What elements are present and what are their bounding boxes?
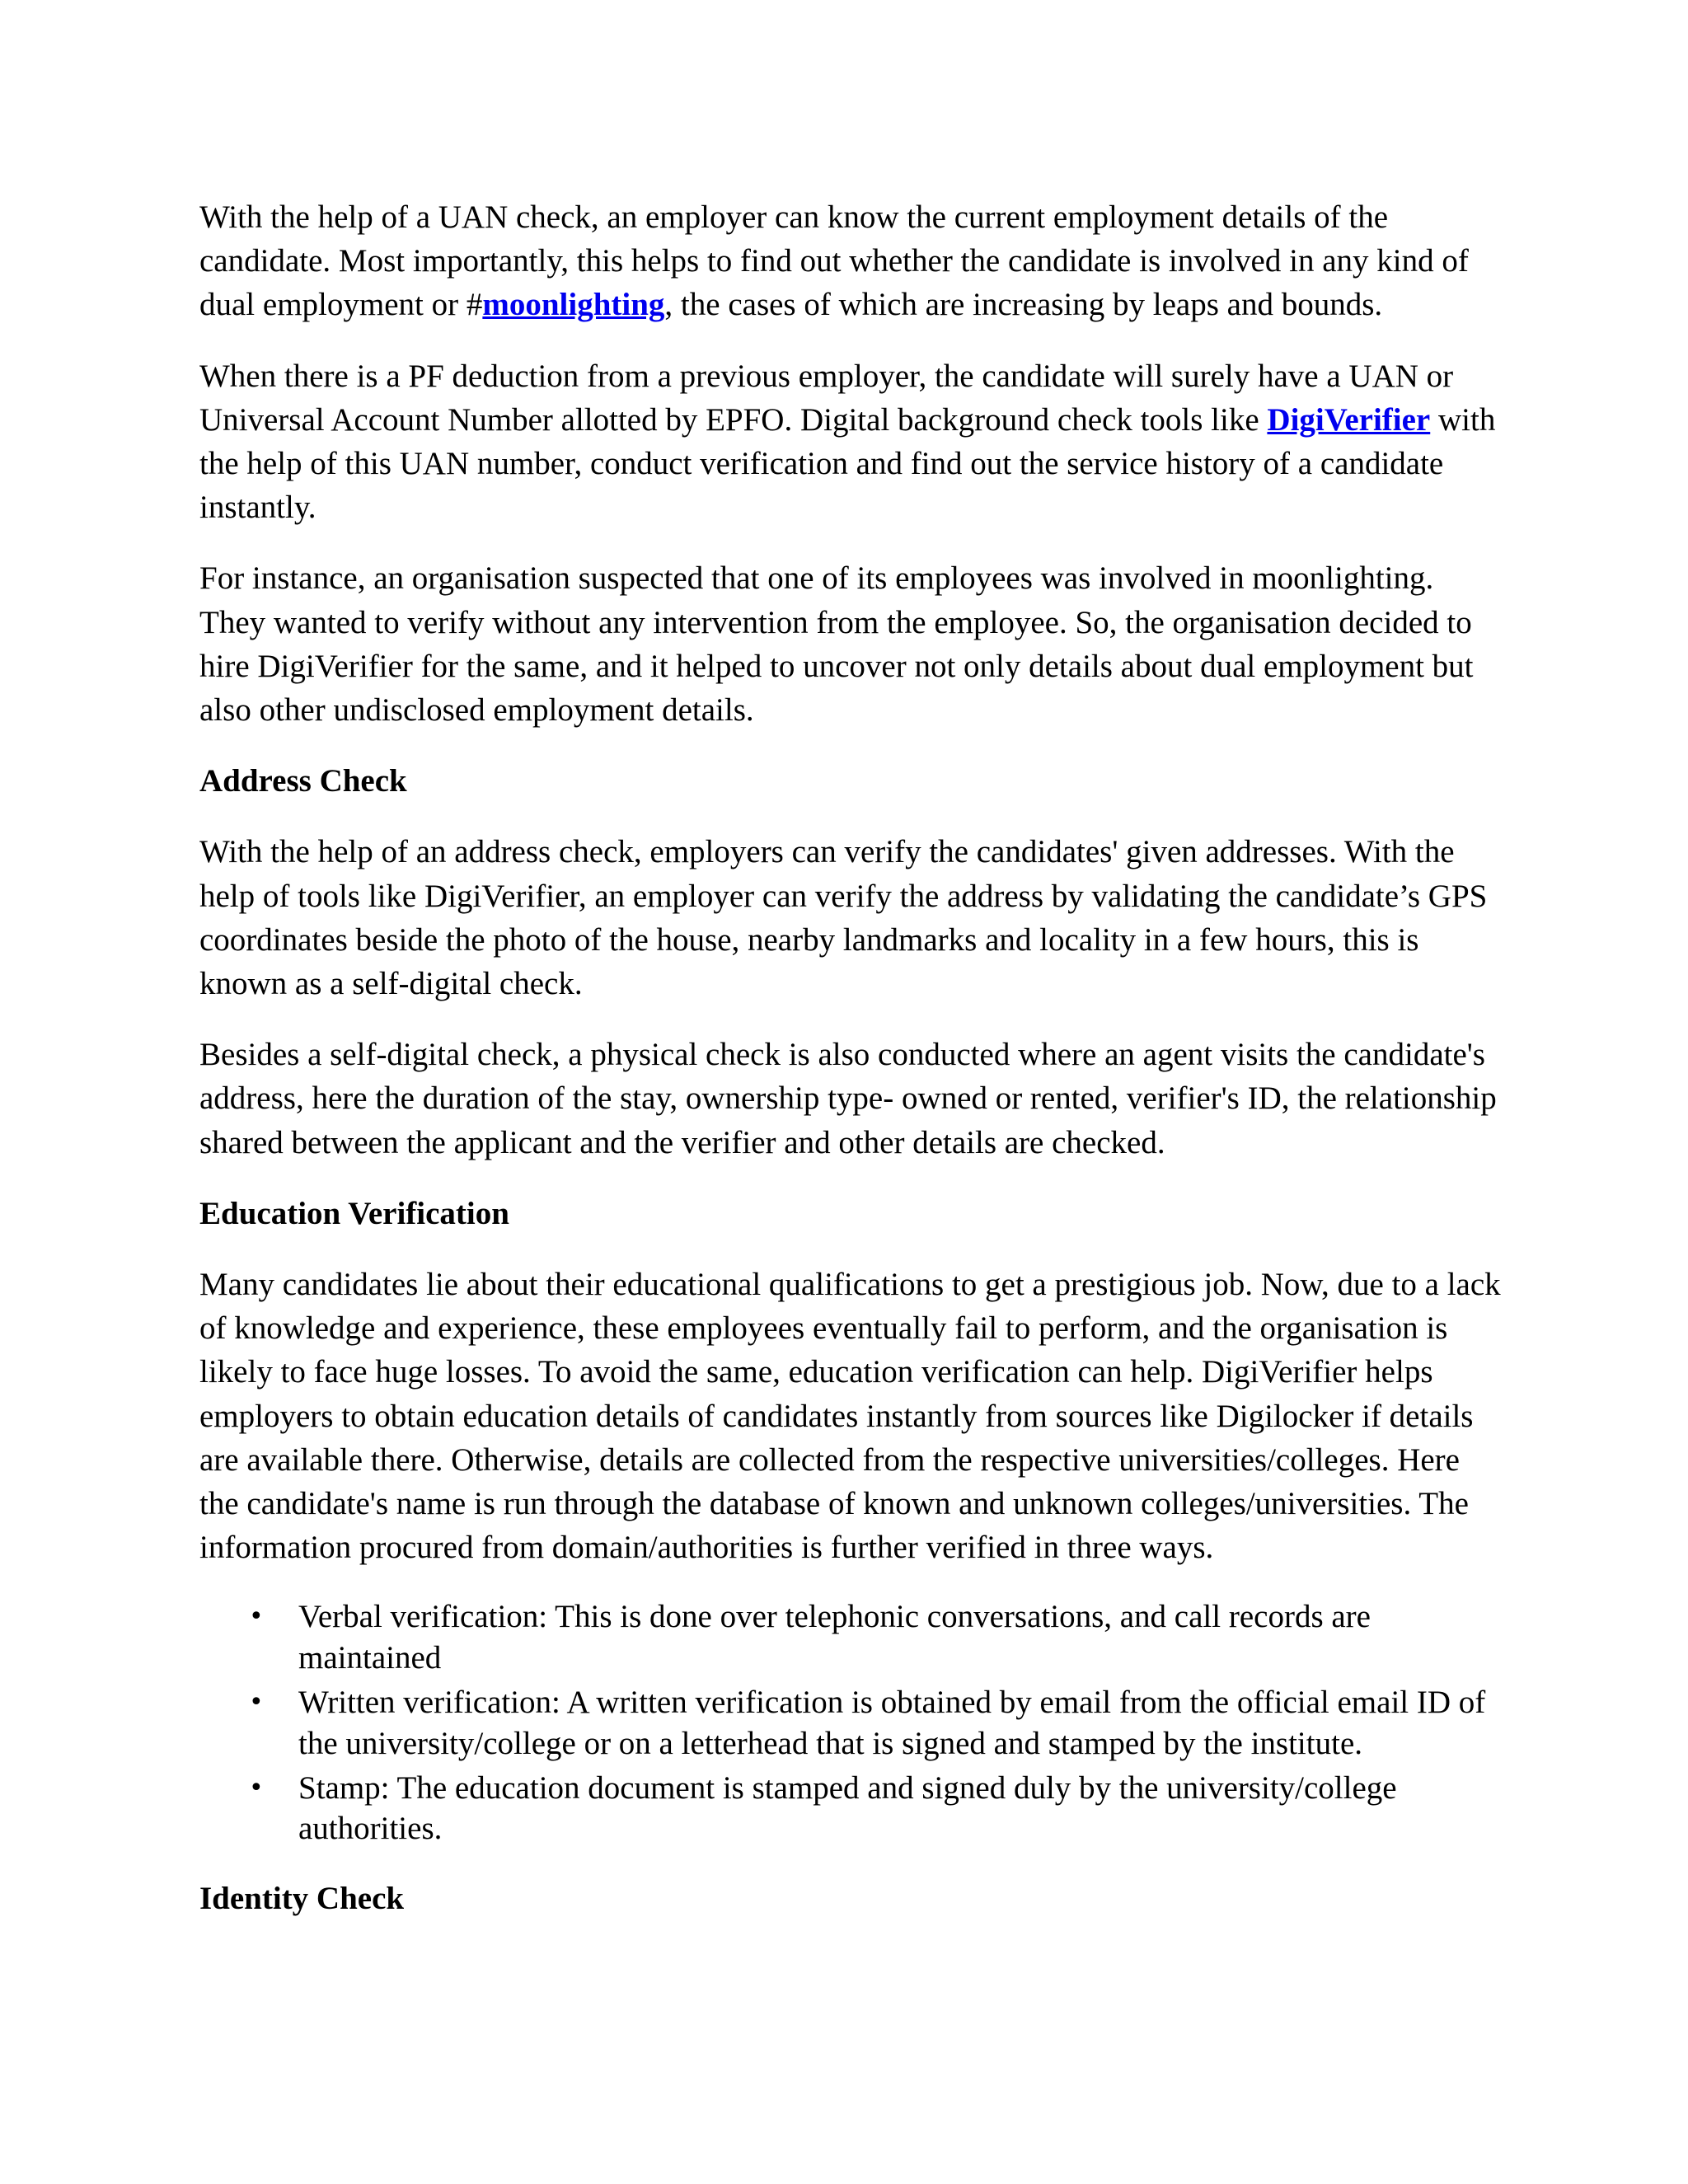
bullet-icon: •: [249, 1773, 264, 1802]
paragraph-text: When there is a PF deduction from a previous employer, the candidate will surely have a UAN or Universal Account Number allotted by EPFO. Digital background check tools like: [199, 358, 1454, 438]
bullet-icon: •: [249, 1688, 264, 1718]
list-item-text: Verbal verification: This is done over telephonic conversations, and call records are maintained: [298, 1599, 1371, 1676]
list-item-written: [199, 1682, 1502, 1765]
moonlighting-link[interactable]: moonlighting: [482, 287, 665, 323]
list-item-stamp: [199, 1768, 1502, 1850]
heading-address-check: Address Check: [199, 763, 407, 799]
paragraph-education-verification: Many candidates lie about their educational qualifications to get a prestigious job. Now, due to a lack of knowledge and experience, these employees eventually fail to perform, and the organisation is likely to face huge losses. To avoid the same, education verification can help. DigiVerifier helps employers to obtain education details of candidates instantly from sources like Digilocker if details are available there. Otherwise, details are collected from the respective universities/colleges. Here the candidate's name is run through the database of known and unknown colleges/universities. The information procured from domain/authorities is further verified in three ways.: [199, 1267, 1501, 1566]
paragraph-moonlighting-example: For instance, an organisation suspected that one of its employees was involved in moonlighting. They wanted to verify without any intervention from the employee. So, the organisation decided to hire DigiVerifier for the same, and it helped to uncover not only details about dual employment but also other undisclosed employment details.: [199, 560, 1474, 729]
paragraph-physical-check: Besides a self-digital check, a physical check is also conducted where an agent visits the candidate's address, here the duration of the stay, ownership type- owned or rented, verifier's ID, the relationship shared between the applicant and the verifier and other details are checked.: [199, 1037, 1497, 1160]
heading-education-verification: Education Verification: [199, 1195, 509, 1231]
paragraph-uan-check: [199, 195, 1502, 327]
list-item-text: Stamp: The education document is stamped and signed duly by the university/college authorities.: [298, 1769, 1397, 1847]
verification-methods-list: [199, 1596, 1502, 1849]
paragraph-text: With the help of a UAN check, an employer can know the current employment details of the candidate. Most importantly, this helps to find out whether the candidate is involved in any kind of dual employment or #: [199, 199, 1469, 323]
paragraph-pf-deduction: [199, 354, 1502, 530]
heading-identity-check: Identity Check: [199, 1881, 405, 1917]
bullet-icon: •: [249, 1602, 264, 1632]
list-item-verbal: [199, 1596, 1502, 1679]
paragraph-address-check: With the help of an address check, employers can verify the candidates' given addresses. With the help of tools like DigiVerifier, an employer can verify the address by validating the candidate’s GPS coordinates beside the photo of the house, nearby landmarks and locality in a few hours, this is known as a self-digital check.: [199, 834, 1488, 1002]
document-page: [199, 195, 1502, 1947]
digiverifier-link[interactable]: DigiVerifier: [1267, 401, 1431, 438]
list-item-text: Written verification: A written verification is obtained by email from the official email ID of the university/college or on a letterhead that is signed and stamped by the institute.: [298, 1685, 1486, 1761]
paragraph-text: , the cases of which are increasing by leaps and bounds.: [664, 287, 1383, 323]
paragraph-text: with the help of this UAN number, conduct verification and find out the service history of a candidate instantly.: [199, 401, 1496, 526]
